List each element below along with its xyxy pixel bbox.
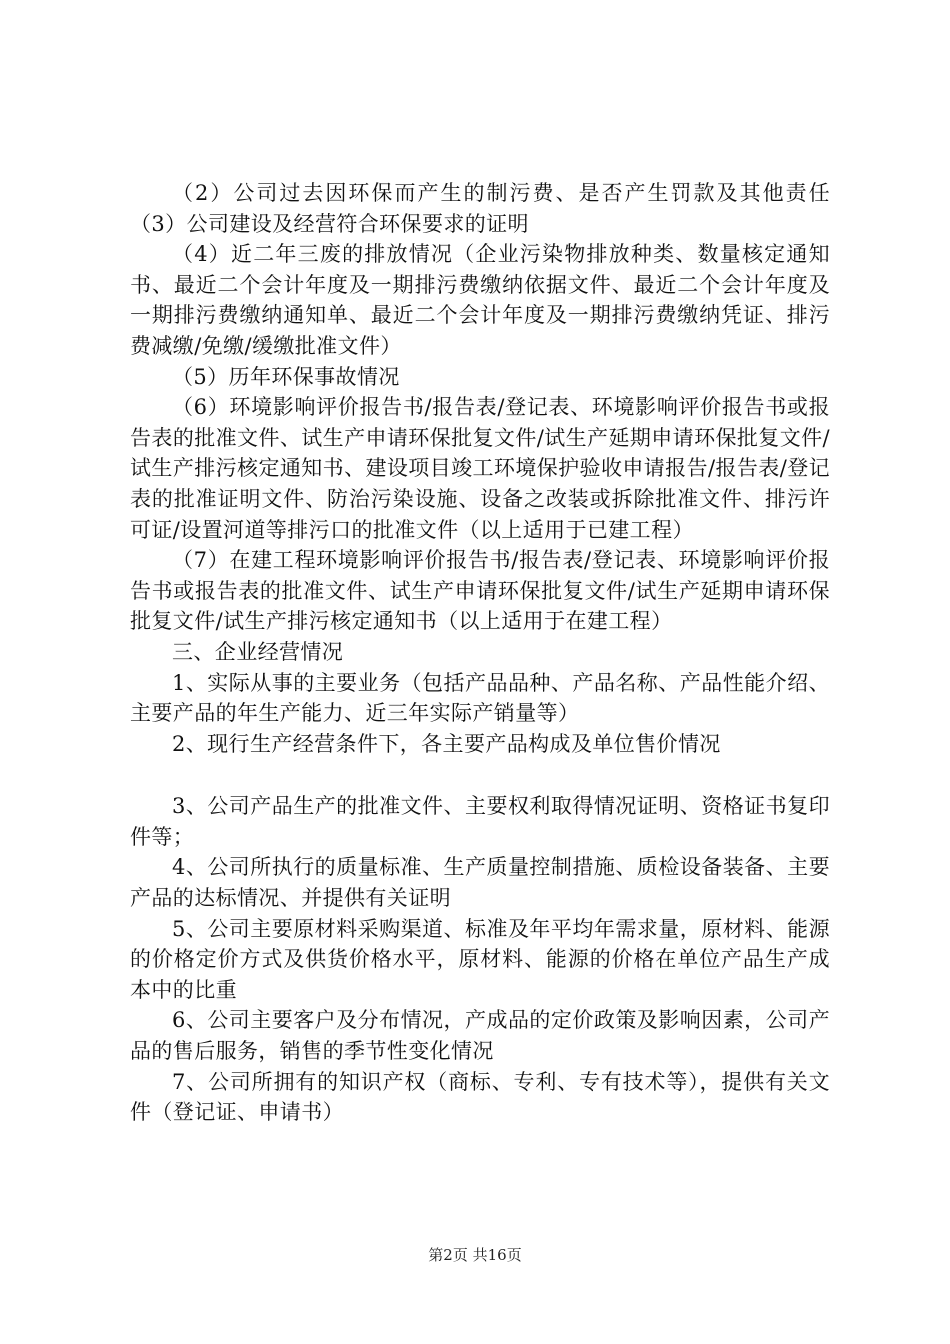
paragraph-main-business: 1、实际从事的主要业务（包括产品品种、产品名称、产品性能介绍、主要产品的年生产能力、近三年实际产销量等） bbox=[130, 670, 830, 726]
paragraph-eia-built: （6）环境影响评价报告书/报告表/登记表、环境影响评价报告书或报告表的批准文件、试生产申请环保批复文件/试生产延期申请环保批复文件/试生产排污核定通知书、建设项目竣工环境保护验收申请报告/报告表/登记表的批准证明文件、防治污染设施、设备之改装或拆除批准文件、排污许可证/设置河道等排污口的批准文件（以上适用于已建工程） bbox=[130, 395, 830, 542]
paragraph-approvals: 3、公司产品生产的批准文件、主要权利取得情况证明、资格证书复印件等； bbox=[130, 794, 830, 849]
paragraph-customers: 6、公司主要客户及分布情况，产成品的定价政策及影响因素，公司产品的售后服务，销售的季节性变化情况 bbox=[130, 1008, 830, 1064]
paragraph-emissions: （4）近二年三废的排放情况（企业污染物排放种类、数量核定通知书、最近二个会计年度及一期排污费缴纳依据文件、最近二个会计年度及一期排污费缴纳通知单、最近二个会计年度及一期排污费缴纳凭证、排污费减缴/免缴/缓缴批准文件） bbox=[130, 242, 830, 358]
document-body bbox=[130, 178, 830, 1128]
section-heading-operations: 三、企业经营情况 bbox=[172, 639, 344, 664]
paragraph-ip: 7、公司所拥有的知识产权（商标、专利、专有技术等），提供有关文件（登记证、申请书） bbox=[130, 1069, 830, 1125]
page-number-footer: 第2页 共16页 bbox=[428, 1246, 522, 1264]
blank-line bbox=[130, 759, 830, 791]
paragraph-eia-under-construction: （7）在建工程环境影响评价报告书/报告表/登记表、环境影响评价报告书或报告表的批准文件、试生产申请环保批复文件/试生产延期申请环保批复文件/试生产排污核定通知书（以上适用于在建工程） bbox=[130, 548, 830, 634]
paragraph-env-fees: （2）公司过去因环保而产生的制污费、是否产生罚款及其他责任（3）公司建设及经营符合环保要求的证明 bbox=[130, 181, 830, 236]
paragraph-env-accidents: （5）历年环保事故情况 bbox=[172, 364, 400, 389]
paragraph-materials: 5、公司主要原材料采购渠道、标准及年平均年需求量，原材料、能源的价格定价方式及供货价格水平，原材料、能源的价格在单位产品生产成本中的比重 bbox=[130, 916, 830, 1002]
paragraph-quality: 4、公司所执行的质量标准、生产质量控制措施、质检设备装备、主要产品的达标情况、并提供有关证明 bbox=[130, 855, 830, 911]
paragraph-product-pricing: 2、现行生产经营条件下，各主要产品构成及单位售价情况 bbox=[172, 731, 721, 756]
